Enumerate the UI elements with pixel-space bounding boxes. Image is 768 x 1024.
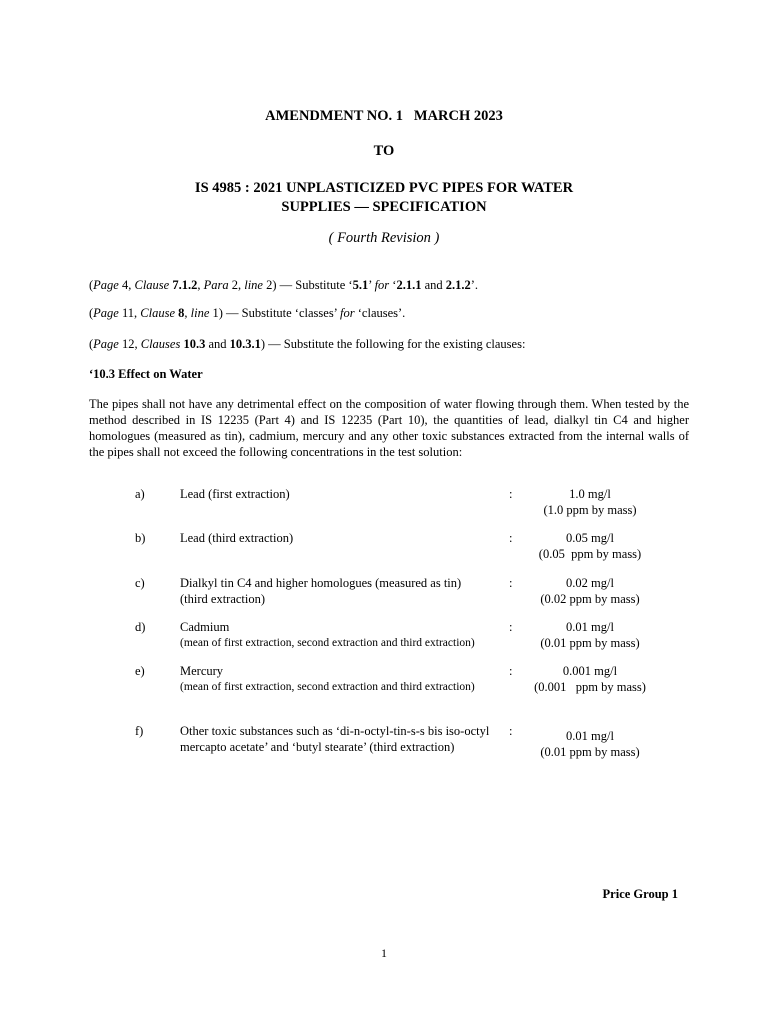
item-description <box>180 486 513 502</box>
item-description-line2: (mean of first extraction, second extraction and third extraction) <box>180 637 475 649</box>
text-span: 8 <box>178 306 185 320</box>
item-colon: : <box>509 664 513 678</box>
item-label: b) <box>135 531 146 545</box>
item-colon: : <box>509 531 513 545</box>
item-value-line1: 0.05 mg/l <box>566 531 614 545</box>
item-description-line1: Cadmium <box>180 620 230 634</box>
text-span: , <box>197 278 204 292</box>
text-span: 2.1.2 <box>445 278 471 292</box>
text-span: 2) — Substitute ‘ <box>262 278 353 292</box>
item-description-line2: (mean of first extraction, second extraction and third extraction) <box>180 681 475 693</box>
item-value-line2: (0.001 ppm by mass) <box>534 680 646 694</box>
text-span: for <box>340 306 355 320</box>
standard-title <box>0 179 768 217</box>
standard-title-line2: SUPPLIES — SPECIFICATION <box>281 199 487 215</box>
page-number: 1 <box>381 946 387 960</box>
text-span: line <box>190 306 210 320</box>
item-value-line2: (0.05 ppm by mass) <box>538 547 642 561</box>
text-span: ( <box>89 278 94 292</box>
item-description <box>180 663 513 695</box>
text-span: and <box>421 278 446 292</box>
text-span: ’ <box>368 278 375 292</box>
item-description-line2: (third extraction) <box>180 592 266 606</box>
text-span: line <box>244 278 263 292</box>
price-group: Price Group 1 <box>602 887 678 901</box>
text-span: ’. <box>470 278 479 292</box>
amendment-item-1 <box>89 278 689 293</box>
text-span: ( <box>89 337 94 351</box>
item-value-line1: 0.02 mg/l <box>566 576 614 590</box>
item-label: f) <box>135 724 144 738</box>
item-value-line2: (0.01 ppm by mass) <box>540 745 640 759</box>
text-span: 2.1.1 <box>396 278 422 292</box>
text-span: 2, <box>228 278 245 292</box>
text-span: Clause <box>140 306 176 320</box>
item-value <box>510 530 670 562</box>
item-description <box>180 619 513 651</box>
item-label: d) <box>135 620 146 634</box>
item-label: a) <box>135 487 145 501</box>
text-span: ‘ <box>389 278 397 292</box>
item-description-line1: Lead (first extraction) <box>180 487 290 501</box>
text-span: 1) — Substitute ‘classes’ <box>209 306 341 320</box>
item-value-line1: 1.0 mg/l <box>569 487 611 501</box>
revision-note: ( Fourth Revision ) <box>328 230 440 246</box>
text-span: 10.3.1 <box>229 337 261 351</box>
text-span: 5.1 <box>352 278 369 292</box>
item-value-line2: (1.0 ppm by mass) <box>543 503 637 517</box>
item-value-line2: (0.01 ppm by mass) <box>540 636 640 650</box>
item-description-line1: Mercury <box>180 664 224 678</box>
amendment-title: AMENDMENT NO. 1 MARCH 2023 <box>265 108 503 124</box>
text-span: and <box>205 337 230 351</box>
item-value <box>510 619 670 651</box>
item-label: e) <box>135 664 145 678</box>
item-value <box>510 486 670 518</box>
item-value <box>510 575 670 607</box>
text-span: Clauses <box>140 337 181 351</box>
item-description-line1: Other toxic substances such as ‘di-n-octyl-tin-s-s bis iso-octyl <box>180 724 490 738</box>
standard-title-line1: IS 4985 : 2021 UNPLASTICIZED PVC PIPES FOR WATER <box>194 180 574 196</box>
item-colon: : <box>509 576 513 590</box>
amendment-item-3 <box>89 337 689 352</box>
item-value <box>510 663 670 695</box>
item-colon: : <box>509 487 513 501</box>
text-span: Clause <box>134 278 170 292</box>
item-label: c) <box>135 576 145 590</box>
to-heading: TO <box>373 143 395 159</box>
text-span: Page <box>93 306 119 320</box>
item-description <box>180 530 513 546</box>
item-colon: : <box>509 724 513 738</box>
item-value-line1: 0.01 mg/l <box>566 729 614 743</box>
text-span: 10.3 <box>183 337 206 351</box>
text-span: 7.1.2 <box>172 278 198 292</box>
text-span: ( <box>89 306 94 320</box>
clause-title: ‘10.3 Effect on Water <box>89 367 203 381</box>
item-value <box>510 728 670 760</box>
text-span: , <box>184 306 191 320</box>
item-description-line1: Lead (third extraction) <box>180 531 294 545</box>
item-description-line1: Dialkyl tin C4 and higher homologues (measured as tin) <box>180 576 462 590</box>
item-value-line2: (0.02 ppm by mass) <box>540 592 640 606</box>
text-span: 4, <box>118 278 135 292</box>
amendment-item-2 <box>89 306 689 321</box>
text-span: ‘clauses’. <box>354 306 406 320</box>
item-value-line1: 0.001 mg/l <box>562 664 618 678</box>
text-span: Page <box>93 278 119 292</box>
text-span: Page <box>93 337 119 351</box>
text-span: ) — Substitute the following for the existing clauses: <box>260 337 526 351</box>
item-description-line2: mercapto acetate’ and ‘butyl stearate’ (third extraction) <box>180 740 455 754</box>
item-description <box>180 723 513 755</box>
item-description <box>180 575 513 607</box>
item-value-line1: 0.01 mg/l <box>566 620 614 634</box>
clause-body: The pipes shall not have any detrimental effect on the composition of water flowing through them. When tested by the method described in IS 12235 (Part 4) and IS 12235 (Part 10), the quantities of lead, dialkyl tin C4 and higher homologues (measured as tin), cadmium, mercury and any other toxic substances extracted from the internal walls of the pipes shall not exceed the following concentrations in the test solution: <box>89 397 689 459</box>
item-colon: : <box>509 620 513 634</box>
text-span: Para <box>203 278 229 292</box>
text-span: 12, <box>118 337 141 351</box>
text-span: 11, <box>118 306 141 320</box>
text-span: for <box>374 278 390 292</box>
